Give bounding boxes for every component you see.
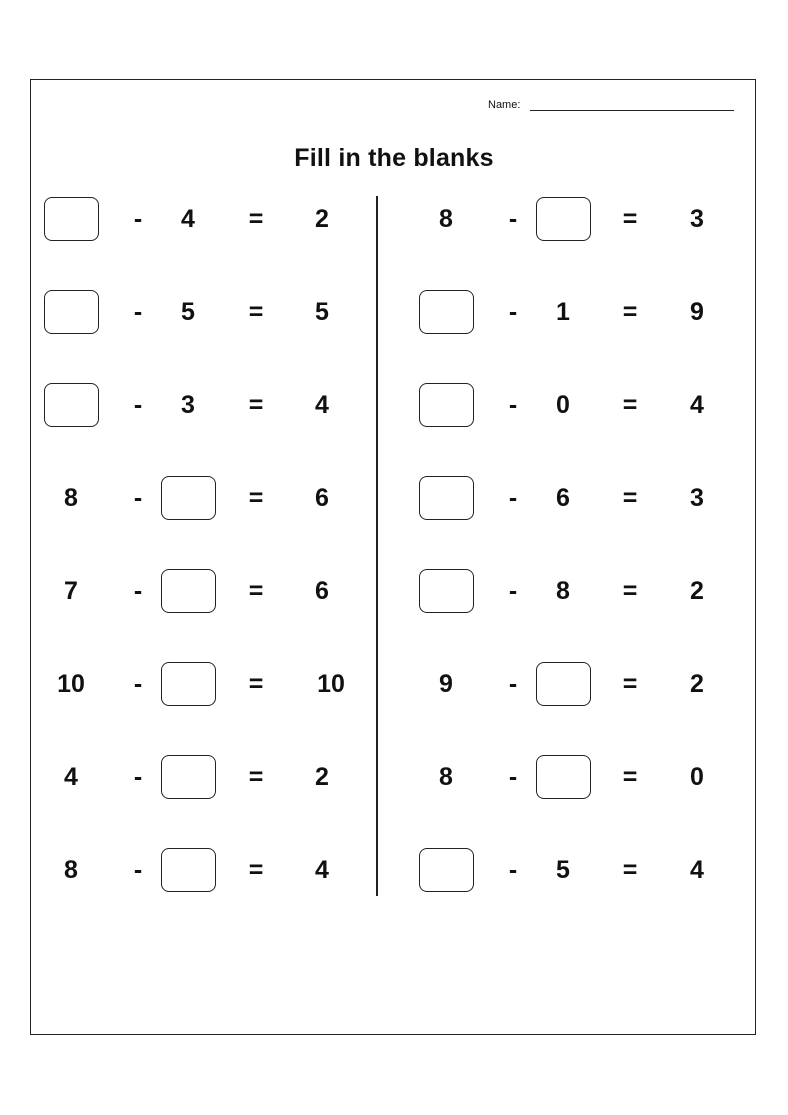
answer-blank-box[interactable] [419, 383, 474, 427]
result-number: 4 [690, 390, 704, 419]
name-field-row [488, 95, 734, 111]
equals-sign: = [248, 669, 264, 698]
operand-number: 4 [181, 204, 195, 233]
minus-sign: - [508, 204, 518, 233]
result-number: 4 [690, 855, 704, 884]
minus-sign: - [133, 669, 143, 698]
equals-sign: = [622, 576, 638, 605]
operand-number: 6 [556, 483, 570, 512]
operand-number: 8 [439, 204, 453, 233]
right-problem-row [0, 194, 788, 244]
result-number: 6 [315, 483, 329, 512]
operand-number: 1 [556, 297, 570, 326]
equals-sign: = [622, 483, 638, 512]
right-problem-row [0, 473, 788, 523]
equals-sign: = [622, 204, 638, 233]
answer-blank-box[interactable] [419, 290, 474, 334]
minus-sign: - [508, 483, 518, 512]
minus-sign: - [133, 855, 143, 884]
minus-sign: - [508, 297, 518, 326]
equals-sign: = [248, 204, 264, 233]
result-number: 2 [690, 669, 704, 698]
equals-sign: = [248, 762, 264, 791]
right-problem-row [0, 566, 788, 616]
answer-blank-box[interactable] [419, 569, 474, 613]
minus-sign: - [133, 576, 143, 605]
equals-sign: = [248, 390, 264, 419]
operand-number: 10 [57, 669, 85, 698]
result-number: 3 [690, 204, 704, 233]
result-number: 2 [315, 762, 329, 791]
result-number: 2 [315, 204, 329, 233]
minus-sign: - [133, 483, 143, 512]
equals-sign: = [248, 576, 264, 605]
right-problem-row [0, 659, 788, 709]
equals-sign: = [622, 855, 638, 884]
equals-sign: = [622, 297, 638, 326]
answer-blank-box[interactable] [536, 662, 591, 706]
answer-blank-box[interactable] [419, 476, 474, 520]
answer-blank-box[interactable] [536, 755, 591, 799]
answer-blank-box[interactable] [536, 197, 591, 241]
minus-sign: - [133, 762, 143, 791]
equals-sign: = [248, 483, 264, 512]
operand-number: 0 [556, 390, 570, 419]
name-label: Name: [488, 99, 521, 111]
operand-number: 5 [556, 855, 570, 884]
result-number: 3 [690, 483, 704, 512]
equals-sign: = [248, 297, 264, 326]
right-problem-row [0, 380, 788, 430]
operand-number: 8 [556, 576, 570, 605]
operand-number: 8 [64, 855, 78, 884]
equals-sign: = [622, 390, 638, 419]
operand-number: 9 [439, 669, 453, 698]
result-number: 4 [315, 390, 329, 419]
minus-sign: - [508, 669, 518, 698]
result-number: 0 [690, 762, 704, 791]
operand-number: 7 [64, 576, 78, 605]
result-number: 10 [317, 669, 345, 698]
minus-sign: - [508, 576, 518, 605]
result-number: 6 [315, 576, 329, 605]
equals-sign: = [622, 762, 638, 791]
right-problem-row [0, 752, 788, 802]
minus-sign: - [508, 762, 518, 791]
worksheet-title: Fill in the blanks [294, 144, 494, 172]
result-number: 2 [690, 576, 704, 605]
answer-blank-box[interactable] [419, 848, 474, 892]
minus-sign: - [133, 390, 143, 419]
result-number: 9 [690, 297, 704, 326]
minus-sign: - [508, 855, 518, 884]
minus-sign: - [508, 390, 518, 419]
operand-number: 4 [64, 762, 78, 791]
minus-sign: - [133, 297, 143, 326]
name-input-line[interactable] [530, 98, 734, 111]
result-number: 5 [315, 297, 329, 326]
minus-sign: - [133, 204, 143, 233]
equals-sign: = [622, 669, 638, 698]
equals-sign: = [248, 855, 264, 884]
right-problem-row [0, 287, 788, 337]
operand-number: 8 [439, 762, 453, 791]
operand-number: 5 [181, 297, 195, 326]
right-problem-row [0, 845, 788, 895]
result-number: 4 [315, 855, 329, 884]
operand-number: 8 [64, 483, 78, 512]
operand-number: 3 [181, 390, 195, 419]
